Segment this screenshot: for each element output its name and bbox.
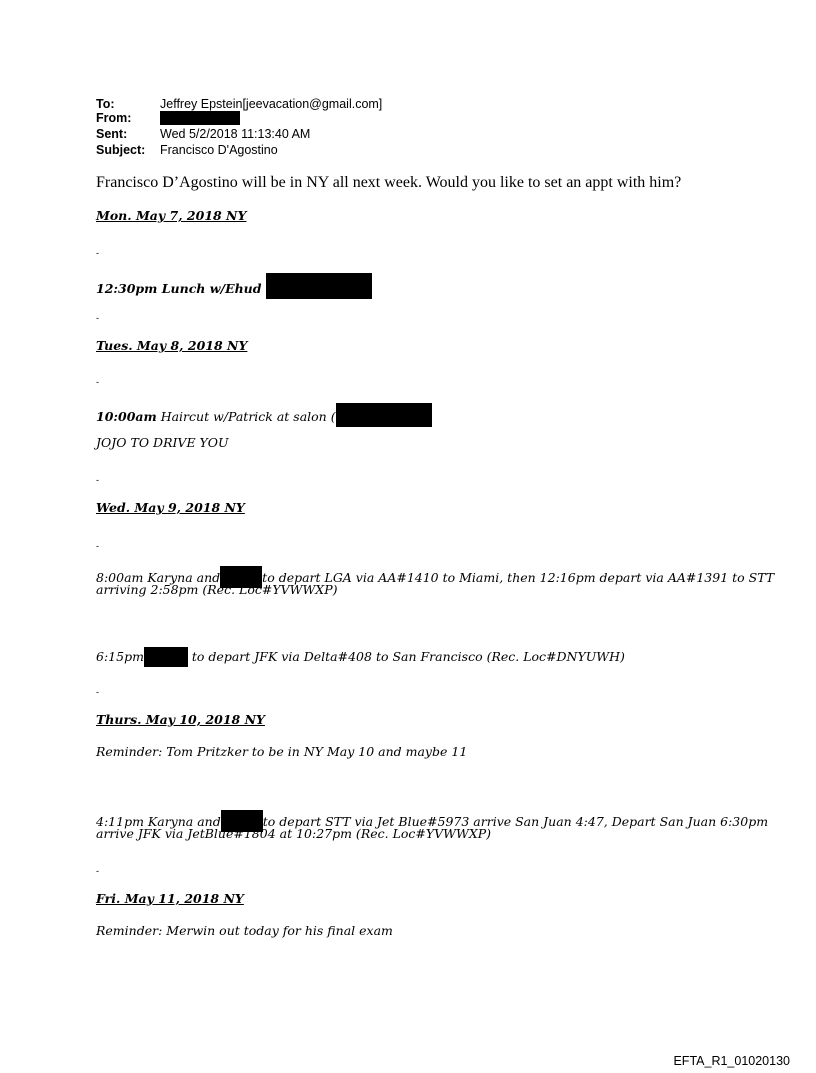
from-redaction xyxy=(160,111,240,125)
wed-flight-1-line-2: arriving 2:58pm (Rec. Loc#YVWWXP) xyxy=(96,582,338,597)
email-header xyxy=(96,97,496,161)
separator-dash: - xyxy=(96,542,100,552)
document-id: EFTA_R1_01020130 xyxy=(673,1054,790,1068)
separator-dash: - xyxy=(96,314,100,324)
wed-flight-2-line xyxy=(96,647,625,667)
tue-haircut-redaction xyxy=(336,403,432,427)
tue-time: 10:00am xyxy=(96,409,157,424)
mon-lunch-line xyxy=(96,273,372,299)
thu-flight-line-2: arrive JFK via JetBlue#1804 at 10:27pm (Rec. Loc#YVWWXP) xyxy=(96,826,492,841)
sent-value: Wed 5/2/2018 11:13:40 AM xyxy=(160,127,311,141)
to-label: To: xyxy=(96,97,115,111)
fri-heading: Fri. May 11, 2018 NY xyxy=(96,891,244,906)
to-value: Jeffrey Epstein[jeevacation@gmail.com] xyxy=(160,97,383,111)
wed-flight-2-redaction xyxy=(144,647,188,667)
mon-lunch-text: 12:30pm Lunch w/Ehud xyxy=(96,281,262,296)
separator-dash: - xyxy=(96,378,100,388)
tue-haircut-line xyxy=(96,403,432,427)
from-label: From: xyxy=(96,111,132,125)
wed-flight-2-rest: to depart JFK via Delta#408 to San Francisco (Rec. Loc#DNYUWH) xyxy=(187,649,625,664)
wed-flight-2-start: 6:15pm xyxy=(96,649,144,664)
wed-flight-1-start: 8:00am Karyna and xyxy=(96,570,221,585)
thu-flight-start: 4:11pm Karyna and xyxy=(96,814,221,829)
thu-heading: Thurs. May 10, 2018 NY xyxy=(96,712,265,727)
separator-dash: - xyxy=(96,249,100,259)
thu-flight-rest: to depart STT via Jet Blue#5973 arrive San Juan 4:47, Depart San Juan 6:30pm xyxy=(262,814,769,829)
sent-label: Sent: xyxy=(96,127,128,141)
wed-flight-1-rest: to depart LGA via AA#1410 to Miami, then 12:16pm depart via AA#1391 to STT xyxy=(262,570,775,585)
mon-heading: Mon. May 7, 2018 NY xyxy=(96,208,247,223)
subject-label: Subject: xyxy=(96,143,146,157)
separator-dash: - xyxy=(96,688,100,698)
separator-dash: - xyxy=(96,867,100,877)
subject-value: Francisco D'Agostino xyxy=(160,143,278,157)
tue-haircut-text: Haircut w/Patrick at salon ( xyxy=(156,409,336,424)
thu-reminder: Reminder: Tom Pritzker to be in NY May 10 and maybe 11 xyxy=(96,744,468,759)
intro-text: Francisco D’Agostino will be in NY all next week. Would you like to set an appt with him? xyxy=(96,174,682,191)
mon-lunch-redaction xyxy=(266,273,372,299)
fri-reminder: Reminder: Merwin out today for his final exam xyxy=(96,923,393,938)
tue-heading: Tues. May 8, 2018 NY xyxy=(96,338,248,353)
separator-dash: - xyxy=(96,476,100,486)
wed-heading: Wed. May 9, 2018 NY xyxy=(96,500,245,515)
tue-jojo-line: JOJO TO DRIVE YOU xyxy=(96,435,229,450)
